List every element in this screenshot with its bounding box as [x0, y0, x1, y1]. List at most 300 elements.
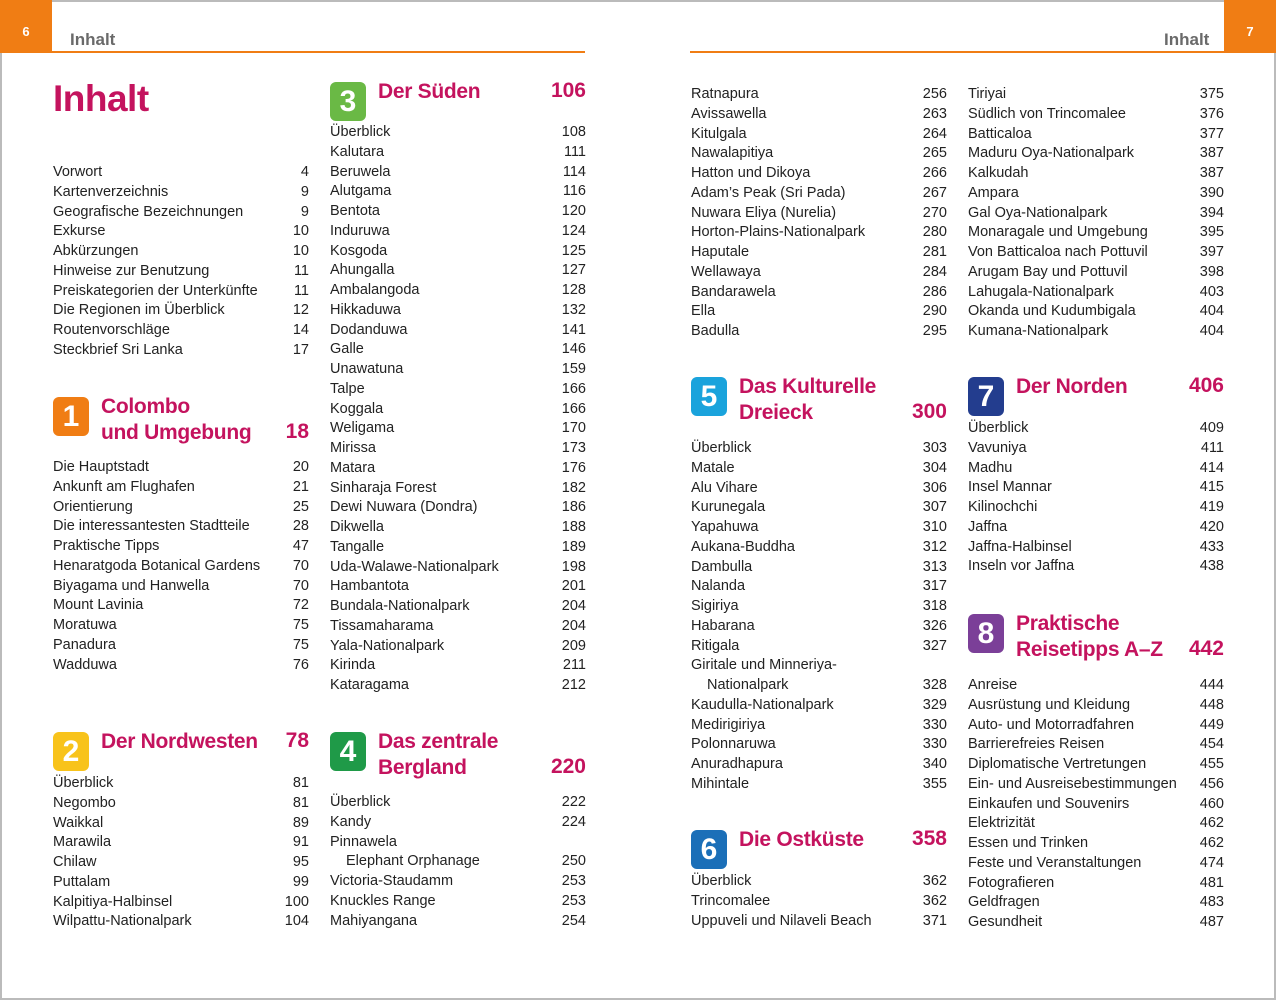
- toc-entry[interactable]: [330, 143, 586, 163]
- toc-entry[interactable]: [691, 735, 947, 755]
- toc-entry[interactable]: [968, 125, 1224, 145]
- toc-entry[interactable]: [968, 834, 1224, 854]
- section-title-8-line2: Reisetipps A–Z: [1016, 638, 1163, 661]
- toc-entry[interactable]: [330, 360, 586, 380]
- toc-entry[interactable]: [691, 775, 947, 795]
- toc-entry[interactable]: [968, 105, 1224, 125]
- section-badge-4: 4: [330, 732, 366, 771]
- toc-entry[interactable]: [691, 144, 947, 164]
- toc-entry-page: 188: [561, 519, 586, 535]
- toc-entry[interactable]: [968, 85, 1224, 105]
- toc-list-section-7: [968, 419, 1224, 577]
- toc-entry[interactable]: [330, 123, 586, 143]
- toc-entry-page: 444: [1199, 677, 1224, 693]
- toc-entry-title: Orientierung: [53, 498, 133, 515]
- toc-entry-title: Dodanduwa: [330, 321, 408, 338]
- toc-entry-page: 209: [561, 637, 586, 654]
- section-title-5-line1: Das Kulturelle: [739, 375, 877, 398]
- toc-entry[interactable]: [968, 518, 1224, 538]
- toc-entry-page: 375: [1199, 86, 1224, 102]
- toc-entry-title: Kosgoda: [330, 242, 388, 259]
- toc-entry-page: 17: [292, 341, 309, 358]
- toc-entry[interactable]: [53, 893, 309, 913]
- toc-entry-title: Tissamaharama: [330, 617, 434, 634]
- toc-entry-title: Monaragale und Umgebung: [968, 224, 1148, 241]
- toc-entry[interactable]: [53, 321, 309, 341]
- toc-entry-title: Marawila: [53, 834, 112, 851]
- toc-entry-title: Hikkaduwa: [330, 301, 401, 318]
- toc-entry-title: Fotografieren: [968, 874, 1055, 891]
- toc-entry[interactable]: [330, 281, 586, 301]
- right-header-rule: [690, 51, 1224, 53]
- toc-entry[interactable]: [330, 182, 586, 202]
- toc-entry[interactable]: [330, 637, 586, 657]
- toc-entry[interactable]: [691, 892, 947, 912]
- toc-entry-page: 166: [561, 400, 586, 417]
- section-title-5-line2: Dreieck: [739, 401, 813, 424]
- toc-entry[interactable]: [330, 656, 586, 676]
- toc-entry[interactable]: [53, 814, 309, 834]
- toc-entry[interactable]: [968, 735, 1224, 755]
- toc-entry-title: Sigiriya: [691, 598, 739, 614]
- toc-entry[interactable]: [691, 459, 947, 479]
- toc-entry[interactable]: [53, 912, 309, 932]
- toc-entry[interactable]: [53, 596, 309, 616]
- toc-entry-page: 212: [561, 677, 586, 693]
- section-title-1-line2: und Umgebung: [101, 421, 252, 444]
- toc-entry-title: Avissawella: [691, 105, 767, 122]
- toc-entry-page: 433: [1199, 538, 1224, 555]
- toc-entry-title: Jaffna: [968, 518, 1008, 535]
- toc-entry[interactable]: [691, 637, 947, 657]
- toc-entry[interactable]: [330, 242, 586, 262]
- toc-entry-page: 303: [922, 440, 947, 456]
- toc-entry-title: Knuckles Range: [330, 892, 436, 909]
- section-page-7: 406: [1188, 374, 1224, 397]
- toc-entry[interactable]: [53, 222, 309, 242]
- toc-entry-page: 256: [922, 86, 947, 102]
- toc-entry-title: Talpe: [330, 380, 365, 397]
- toc-entry-page: 306: [922, 479, 947, 496]
- toc-entry[interactable]: [330, 301, 586, 321]
- toc-entry[interactable]: [53, 656, 309, 676]
- toc-entry-page: 204: [561, 617, 586, 634]
- toc-entry-title: Puttalam: [53, 873, 111, 890]
- toc-entry[interactable]: [330, 222, 586, 242]
- toc-entry-title: Überblick: [330, 794, 391, 810]
- toc-entry-page: 253: [561, 873, 586, 889]
- toc-entry[interactable]: [968, 538, 1224, 558]
- toc-entry-page: 95: [292, 854, 309, 870]
- toc-entry-title: Kurunegala: [691, 499, 766, 516]
- toc-entry[interactable]: [691, 204, 947, 224]
- toc-entry[interactable]: [691, 498, 947, 518]
- toc-entry[interactable]: [53, 636, 309, 656]
- toc-entry-page: 481: [1199, 874, 1224, 891]
- toc-entry-title: Überblick: [968, 420, 1029, 436]
- section-heading-3[interactable]: [330, 79, 586, 123]
- toc-entry[interactable]: [691, 243, 947, 263]
- toc-entry-title: Waikkal: [53, 814, 104, 831]
- toc-entry[interactable]: [330, 479, 586, 499]
- toc-entry[interactable]: [691, 164, 947, 184]
- toc-entry-title: Routenvorschläge: [53, 322, 170, 338]
- toc-entry[interactable]: [968, 419, 1224, 439]
- toc-entry[interactable]: [968, 755, 1224, 775]
- toc-entry-title: Diplomatische Vertretungen: [968, 756, 1147, 772]
- toc-entry[interactable]: [53, 616, 309, 636]
- toc-entry-page: 189: [561, 538, 586, 555]
- toc-entry-page: 327: [922, 637, 947, 654]
- toc-entry-title: Yala-Nationalpark: [330, 637, 445, 654]
- toc-entry-title: Moratuwa: [53, 617, 117, 633]
- toc-entry[interactable]: [53, 833, 309, 853]
- toc-entry-page: 449: [1199, 716, 1224, 733]
- toc-entry-page: 89: [292, 814, 309, 831]
- toc-entry[interactable]: [53, 537, 309, 557]
- toc-entry[interactable]: [53, 794, 309, 814]
- toc-entry[interactable]: [53, 203, 309, 223]
- toc-entry-page: 411: [1200, 439, 1224, 456]
- toc-entry-page: 267: [922, 184, 947, 201]
- toc-entry[interactable]: [691, 676, 947, 696]
- toc-entry[interactable]: [330, 380, 586, 400]
- toc-entry[interactable]: [691, 518, 947, 538]
- toc-entry-title: Mahiyangana: [330, 912, 418, 929]
- toc-entry[interactable]: [691, 302, 947, 322]
- toc-entry-page: 420: [1199, 518, 1224, 535]
- toc-entry-page: 340: [922, 756, 947, 772]
- toc-entry-title: Badulla: [691, 323, 740, 339]
- toc-entry[interactable]: [691, 558, 947, 578]
- toc-entry-title: Galle: [330, 341, 364, 358]
- toc-entry-title: Uppuveli und Nilaveli Beach: [691, 912, 872, 929]
- toc-entry-title: Alutgama: [330, 183, 392, 200]
- toc-entry[interactable]: [968, 478, 1224, 498]
- toc-entry[interactable]: [53, 262, 309, 282]
- toc-entry[interactable]: [330, 912, 586, 932]
- toc-entry-page: 170: [561, 420, 586, 437]
- toc-entry-title: Yapahuwa: [691, 519, 759, 535]
- toc-entry-title: Negombo: [53, 794, 116, 811]
- toc-entry[interactable]: [691, 184, 947, 204]
- toc-entry-page: 20: [292, 459, 309, 475]
- toc-entry[interactable]: [691, 223, 947, 243]
- toc-entry-title: Ausrüstung und Kleidung: [968, 696, 1131, 713]
- toc-intro-list: [53, 163, 309, 361]
- toc-entry-page: [580, 833, 586, 853]
- toc-entry[interactable]: [691, 479, 947, 499]
- toc-entry[interactable]: [53, 873, 309, 893]
- toc-entry[interactable]: [968, 775, 1224, 795]
- toc-entry-page: 362: [922, 873, 947, 889]
- section-heading-6[interactable]: [691, 827, 947, 871]
- toc-entry[interactable]: [53, 301, 309, 321]
- toc-entry[interactable]: [330, 419, 586, 439]
- toc-entry[interactable]: [330, 439, 586, 459]
- toc-entry-page: 456: [1199, 775, 1224, 792]
- toc-entry-page: 176: [561, 459, 586, 476]
- toc-entry[interactable]: [330, 833, 586, 853]
- toc-entry-title: Bundala-Nationalpark: [330, 598, 470, 614]
- toc-entry[interactable]: [968, 874, 1224, 894]
- section-title-2: Der Nordwesten: [101, 730, 258, 753]
- toc-entry-page: 146: [561, 341, 586, 358]
- toc-entry-title: Ahungalla: [330, 262, 395, 279]
- toc-entry[interactable]: [968, 459, 1224, 479]
- toc-entry[interactable]: [53, 242, 309, 262]
- toc-entry-page: 76: [292, 656, 309, 673]
- toc-entry-title: Wellawaya: [691, 263, 761, 280]
- toc-entry-page: 404: [1199, 323, 1224, 339]
- toc-entry[interactable]: [691, 617, 947, 637]
- toc-entry-page: 182: [561, 479, 586, 496]
- toc-entry-title: Okanda und Kudumbigala: [968, 303, 1136, 320]
- toc-entry-page: 387: [1199, 145, 1224, 162]
- section-badge-5: 5: [691, 377, 727, 416]
- section-heading-5[interactable]: [691, 374, 947, 430]
- toc-entry[interactable]: [968, 223, 1224, 243]
- toc-entry-page: 211: [562, 657, 586, 674]
- toc-entry[interactable]: [968, 893, 1224, 913]
- toc-entry[interactable]: [53, 774, 309, 794]
- toc-entry[interactable]: [691, 656, 947, 676]
- toc-entry-page: 124: [561, 222, 586, 239]
- toc-entry[interactable]: [968, 913, 1224, 933]
- toc-entry[interactable]: [691, 696, 947, 716]
- toc-entry[interactable]: [330, 558, 586, 578]
- toc-entry-title: Ein- und Ausreisebestimmungen: [968, 775, 1177, 792]
- section-heading-1[interactable]: [53, 394, 309, 450]
- toc-entry-page: 295: [922, 323, 947, 339]
- toc-entry-title: Vavuniya: [968, 439, 1027, 456]
- section-page-6: 358: [911, 827, 947, 850]
- toc-entry[interactable]: [968, 263, 1224, 283]
- toc-entry-title: Batticaloa: [968, 125, 1032, 142]
- toc-entry[interactable]: [968, 302, 1224, 322]
- toc-entry-page: 166: [561, 380, 586, 397]
- toc-entry-page: 4: [300, 164, 309, 180]
- toc-entry[interactable]: [330, 676, 586, 696]
- toc-entry-page: 108: [561, 124, 586, 140]
- toc-entry[interactable]: [968, 204, 1224, 224]
- toc-entry-title: Auto- und Motorradfahren: [968, 716, 1135, 733]
- toc-entry-page: 222: [561, 794, 586, 810]
- toc-entry-page: 329: [922, 696, 947, 713]
- toc-entry[interactable]: [691, 283, 947, 303]
- toc-entry[interactable]: [691, 263, 947, 283]
- section-badge-7: 7: [968, 377, 1004, 416]
- toc-entry[interactable]: [330, 518, 586, 538]
- toc-entry[interactable]: [53, 163, 309, 183]
- toc-entry[interactable]: [53, 517, 309, 537]
- toc-entry-page: 120: [561, 203, 586, 219]
- section-title-3: Der Süden: [378, 80, 481, 103]
- toc-entry-page: 104: [284, 913, 309, 930]
- toc-entry-page: 310: [922, 519, 947, 535]
- toc-entry[interactable]: [330, 538, 586, 558]
- toc-entry-page: 270: [922, 204, 947, 221]
- toc-list-section-8: [968, 676, 1224, 933]
- toc-entry[interactable]: [968, 184, 1224, 204]
- toc-entry[interactable]: [691, 912, 947, 932]
- toc-entry[interactable]: [53, 458, 309, 478]
- toc-entry[interactable]: [968, 814, 1224, 834]
- section-heading-4[interactable]: [330, 729, 586, 785]
- toc-entry[interactable]: [968, 322, 1224, 342]
- toc-entry[interactable]: [968, 795, 1224, 815]
- toc-entry[interactable]: [968, 144, 1224, 164]
- toc-entry[interactable]: [330, 400, 586, 420]
- toc-entry[interactable]: [968, 557, 1224, 577]
- section-title-8-line1: Praktische: [1016, 612, 1120, 635]
- left-page-number-tab: [0, 0, 52, 53]
- toc-entry-title: Kandy: [330, 813, 372, 830]
- toc-entry-page: 403: [1199, 283, 1224, 300]
- toc-entry[interactable]: [330, 261, 586, 281]
- toc-entry-page: 284: [922, 263, 947, 280]
- toc-entry-title: Arugam Bay und Pottuvil: [968, 263, 1128, 280]
- toc-entry-page: 81: [292, 775, 309, 791]
- toc-entry[interactable]: [330, 163, 586, 183]
- toc-entry[interactable]: [53, 577, 309, 597]
- toc-entry-title: Kirinda: [330, 657, 376, 674]
- toc-entry-title: Victoria-Staudamm: [330, 873, 454, 889]
- toc-entry-title: Die Hauptstadt: [53, 459, 149, 475]
- toc-entry[interactable]: [691, 716, 947, 736]
- toc-entry-title: Einkaufen und Souvenirs: [968, 795, 1130, 812]
- toc-entry[interactable]: [53, 478, 309, 498]
- toc-entry[interactable]: [330, 459, 586, 479]
- toc-entry[interactable]: [691, 439, 947, 459]
- toc-entry[interactable]: [53, 498, 309, 518]
- toc-entry[interactable]: [53, 183, 309, 203]
- section-badge-6: 6: [691, 830, 727, 869]
- toc-entry[interactable]: [691, 577, 947, 597]
- toc-entry[interactable]: [691, 872, 947, 892]
- toc-entry-title: Wilpattu-Nationalpark: [53, 913, 192, 930]
- toc-entry[interactable]: [330, 498, 586, 518]
- toc-entry-page: 398: [1199, 263, 1224, 280]
- toc-entry-title: Ella: [691, 303, 716, 320]
- toc-entry-title: Matara: [330, 459, 376, 476]
- toc-entry-page: 395: [1199, 224, 1224, 241]
- toc-entry-page: 10: [292, 243, 309, 259]
- toc-entry-title: Kalkudah: [968, 165, 1029, 181]
- toc-entry-title: Giritale und Minneriya-: [691, 657, 837, 674]
- toc-entry[interactable]: [53, 282, 309, 302]
- toc-entry-title: Dewi Nuwara (Dondra): [330, 499, 478, 516]
- toc-entry-page: 454: [1199, 736, 1224, 753]
- toc-entry[interactable]: [691, 597, 947, 617]
- toc-list-section-5: [691, 439, 947, 795]
- toc-entry-page: 70: [292, 557, 309, 574]
- toc-entry-title: Dambulla: [691, 558, 753, 575]
- toc-entry[interactable]: [53, 341, 309, 361]
- toc-entry-title: Lahugala-Nationalpark: [968, 283, 1114, 300]
- toc-entry-title: Elephant Orphanage: [346, 853, 480, 870]
- toc-entry[interactable]: [691, 322, 947, 342]
- toc-entry-title: Maduru Oya-Nationalpark: [968, 145, 1135, 162]
- toc-entry-title: Kalpitiya-Halbinsel: [53, 893, 173, 910]
- toc-entry-page: 462: [1199, 835, 1224, 851]
- toc-entry[interactable]: [691, 85, 947, 105]
- section-heading-8[interactable]: [968, 611, 1224, 667]
- toc-entry[interactable]: [330, 617, 586, 637]
- toc-entry-page: 186: [561, 499, 586, 516]
- toc-entry[interactable]: [330, 813, 586, 833]
- toc-entry[interactable]: [691, 538, 947, 558]
- toc-entry[interactable]: [330, 321, 586, 341]
- toc-entry[interactable]: [968, 854, 1224, 874]
- toc-entry[interactable]: [968, 243, 1224, 263]
- toc-entry-page: 141: [561, 321, 586, 338]
- toc-entry[interactable]: [968, 676, 1224, 696]
- toc-entry[interactable]: [968, 283, 1224, 303]
- toc-entry[interactable]: [968, 498, 1224, 518]
- toc-entry[interactable]: [968, 164, 1224, 184]
- toc-entry[interactable]: [330, 202, 586, 222]
- toc-entry[interactable]: [330, 892, 586, 912]
- toc-entry[interactable]: [330, 597, 586, 617]
- toc-entry-title: Feste und Veranstaltungen: [968, 854, 1142, 871]
- toc-entry-page: 224: [561, 813, 586, 830]
- toc-entry-title: Ritigala: [691, 637, 740, 654]
- toc-entry-page: 75: [292, 636, 309, 653]
- toc-entry-title: Sinharaja Forest: [330, 479, 437, 496]
- toc-entry[interactable]: [53, 557, 309, 577]
- toc-entry-page: 448: [1199, 696, 1224, 713]
- toc-entry-title: Polonnaruwa: [691, 736, 776, 753]
- toc-entry-title: Gesundheit: [968, 914, 1043, 930]
- section-badge-2: 2: [53, 732, 89, 771]
- toc-entry[interactable]: [691, 125, 947, 145]
- section-heading-2[interactable]: [53, 729, 309, 773]
- toc-list-section-4: [330, 793, 586, 931]
- toc-entry[interactable]: [691, 755, 947, 775]
- section-heading-7[interactable]: [968, 374, 1224, 418]
- toc-entry-title: Überblick: [691, 873, 752, 889]
- toc-entry-page: 312: [922, 538, 947, 555]
- toc-entry-page: 377: [1199, 125, 1224, 142]
- toc-entry[interactable]: [330, 793, 586, 813]
- toc-entry[interactable]: [968, 439, 1224, 459]
- toc-entry[interactable]: [330, 852, 586, 872]
- toc-entry[interactable]: [330, 872, 586, 892]
- toc-entry-page: 280: [922, 224, 947, 241]
- toc-entry[interactable]: [330, 340, 586, 360]
- toc-entry[interactable]: [53, 853, 309, 873]
- section-badge-3: 3: [330, 82, 366, 121]
- toc-entry-page: 28: [292, 518, 309, 535]
- toc-entry-title: Hinweise zur Benutzung: [53, 262, 210, 279]
- toc-entry[interactable]: [691, 105, 947, 125]
- toc-entry[interactable]: [330, 577, 586, 597]
- toc-entry-title: Preiskategorien der Unterkünfte: [53, 282, 258, 299]
- toc-entry-title: Gal Oya-Nationalpark: [968, 204, 1108, 221]
- toc-entry[interactable]: [968, 696, 1224, 716]
- toc-entry-page: 204: [561, 598, 586, 614]
- toc-entry-page: 9: [300, 183, 309, 200]
- toc-entry-page: 173: [561, 440, 586, 456]
- toc-entry-title: Anuradhapura: [691, 756, 783, 772]
- toc-entry-page: 330: [922, 736, 947, 753]
- toc-entry-page: 14: [292, 322, 309, 338]
- page-title: Inhalt: [53, 78, 149, 119]
- toc-entry-page: 371: [922, 912, 947, 929]
- toc-entry[interactable]: [968, 716, 1224, 736]
- toc-entry-title: Elektrizität: [968, 815, 1035, 832]
